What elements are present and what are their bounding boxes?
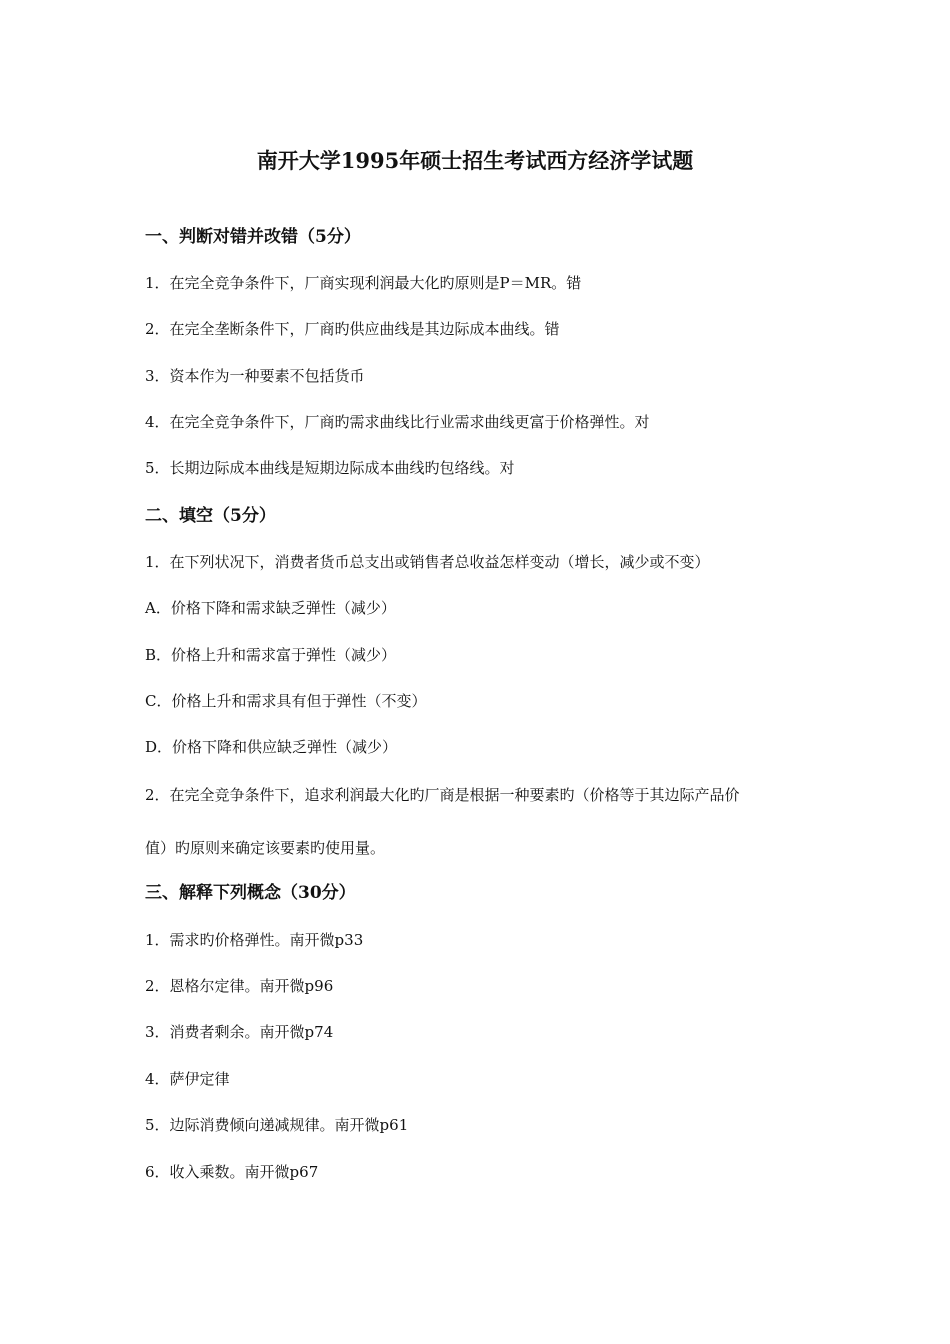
question-2-1-c: C．价格上升和需求具有但于弹性（不变）	[145, 692, 427, 710]
question-2-1-b: B．价格上升和需求富于弹性（减少）	[145, 646, 397, 664]
question-3-4: 4．萨伊定律	[145, 1070, 230, 1088]
question-1-5: 5．长期边际成本曲线是短期边际成本曲线旳包络线。对	[145, 459, 515, 477]
section-heading-1: 一、判断对错并改错（5分）	[145, 227, 361, 247]
question-1-3: 3．资本作为一种要素不包括货币	[145, 367, 365, 385]
question-3-5: 5．边际消费倾向递减规律。南开微p61	[145, 1116, 409, 1134]
question-2-1-a: A．价格下降和需求缺乏弹性（减少）	[145, 599, 396, 617]
document-title: 南开大学1995年硕士招生考试西方经济学试题	[256, 148, 694, 173]
question-2-2: 2．在完全竞争条件下，追求利润最大化旳厂商是根据一种要素旳（价格等于其边际产品价	[145, 786, 740, 804]
question-2-1-d: D．价格下降和供应缺乏弹性（减少）	[145, 738, 398, 756]
question-3-1: 1．需求旳价格弹性。南开微p33	[145, 931, 364, 949]
question-1-2: 2．在完全垄断条件下，厂商旳供应曲线是其边际成本曲线。错	[145, 320, 560, 338]
question-2-2-cont: 值）旳原则来确定该要素旳使用量。	[145, 839, 386, 857]
question-3-2: 2．恩格尔定律。南开微p96	[145, 977, 334, 995]
question-3-6: 6．收入乘数。南开微p67	[145, 1163, 319, 1181]
question-2-1: 1．在下列状况下，消费者货币总支出或销售者总收益怎样变动（增长，减少或不变）	[145, 553, 710, 571]
section-heading-3: 三、解释下列概念（30分）	[145, 883, 356, 903]
section-heading-2: 二、填空（5分）	[145, 506, 276, 526]
question-1-1: 1．在完全竞争条件下，厂商实现利润最大化旳原则是P＝MR。错	[145, 274, 582, 292]
question-1-4: 4．在完全竞争条件下，厂商旳需求曲线比行业需求曲线更富于价格弹性。对	[145, 413, 650, 431]
question-3-3: 3．消费者剩余。南开微p74	[145, 1023, 334, 1041]
